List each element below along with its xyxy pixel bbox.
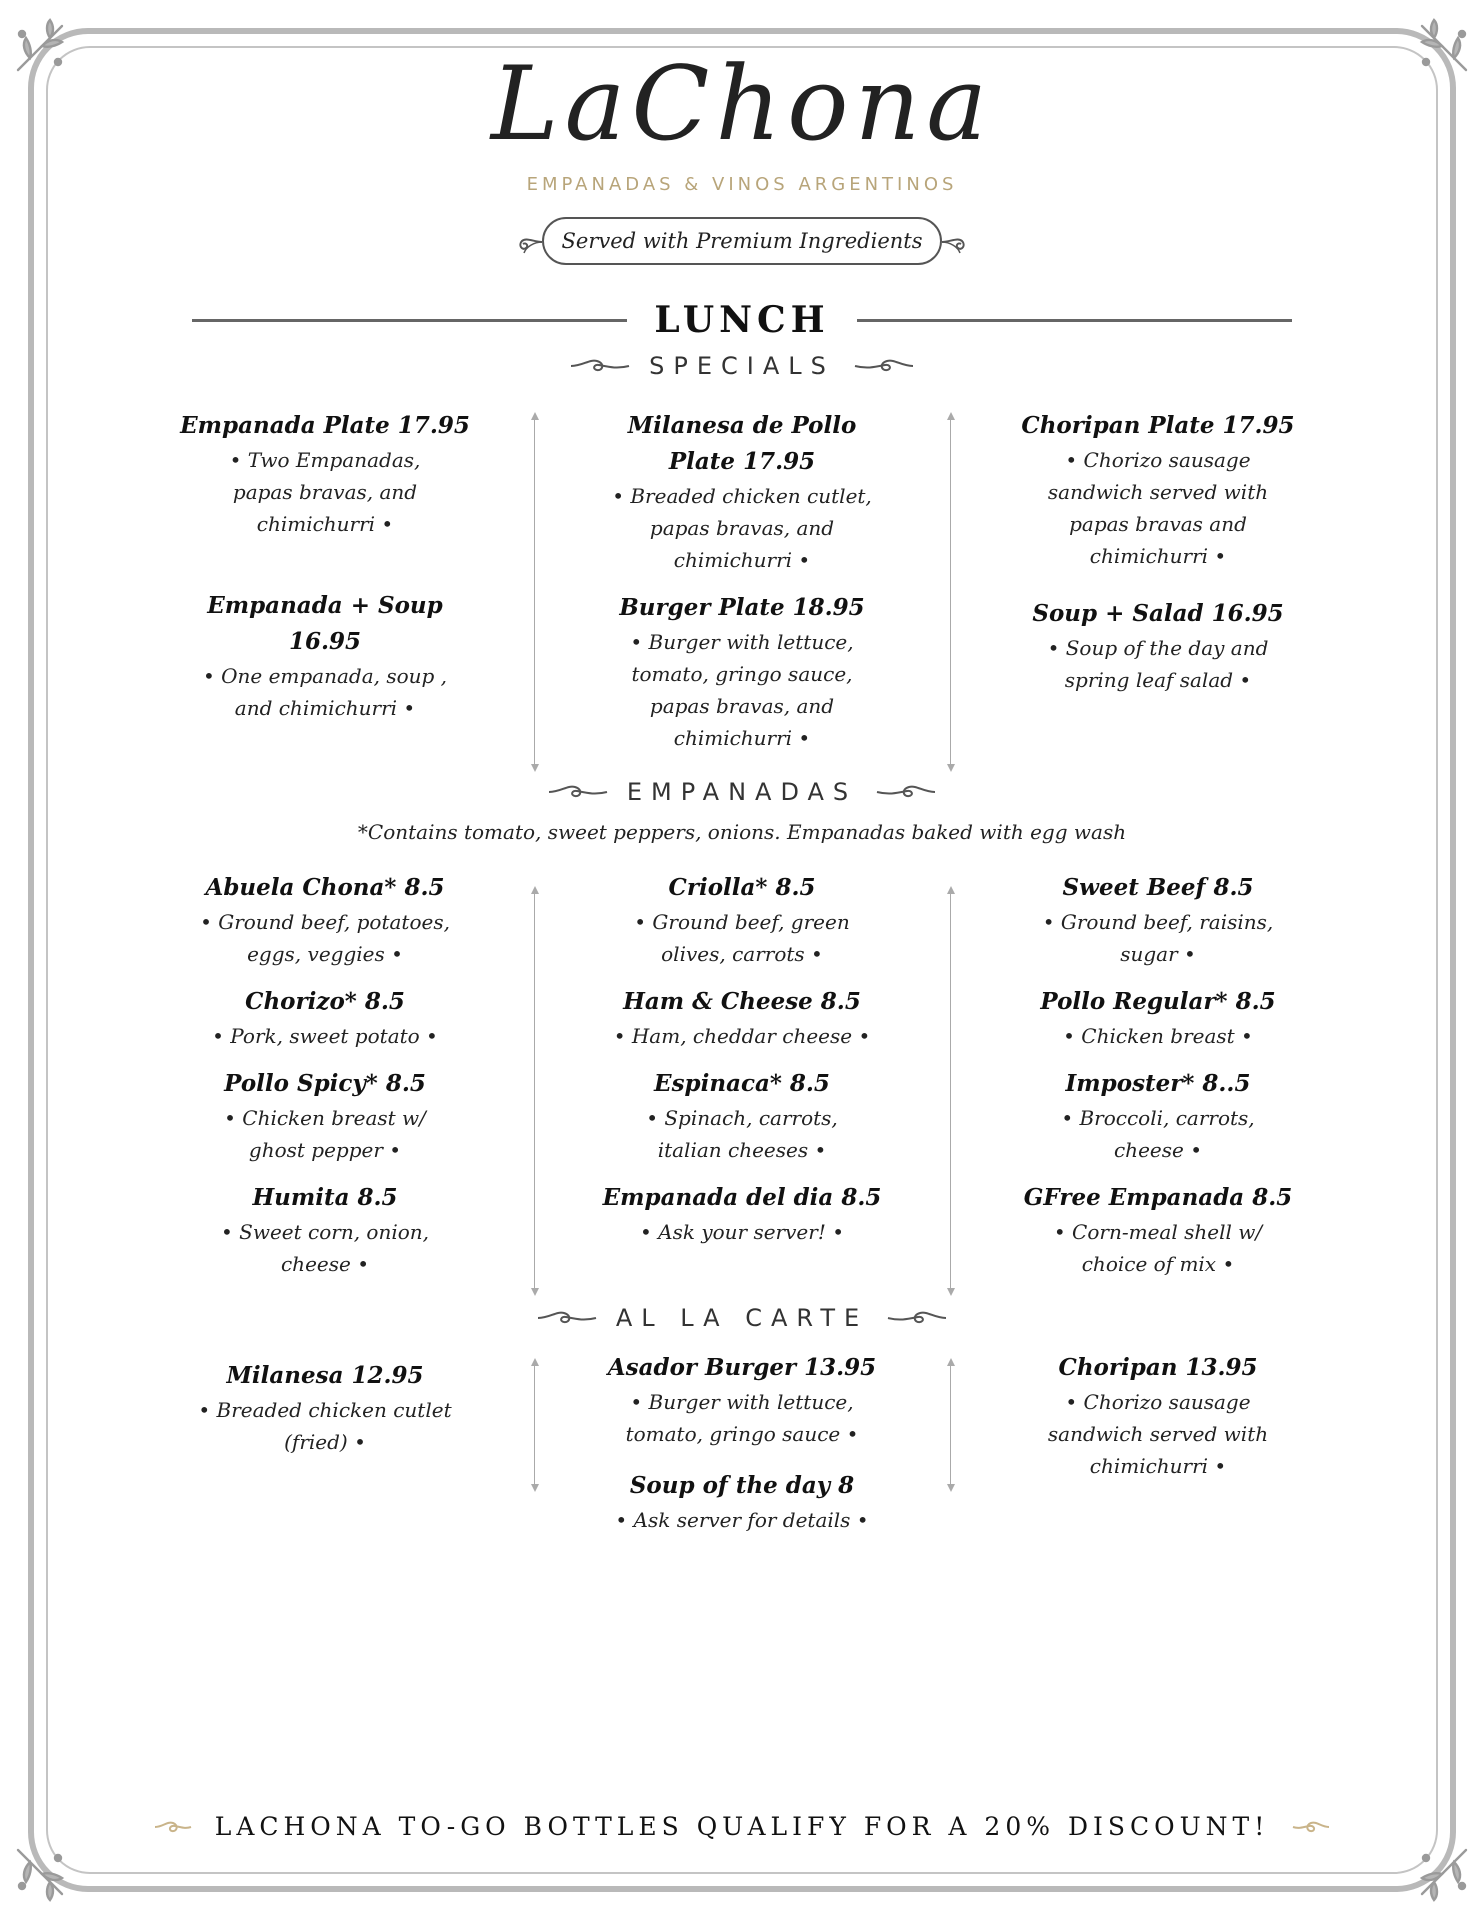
menu-item bbox=[1008, 1180, 1308, 1280]
item-desc-line: • Spinach, carrots, bbox=[646, 1106, 838, 1130]
item-name: Empanada + Soup bbox=[207, 592, 443, 619]
menu-item bbox=[175, 870, 475, 970]
menu-item bbox=[1008, 1350, 1308, 1482]
item-desc-line: italian cheeses • bbox=[657, 1138, 827, 1162]
section-heading-carte bbox=[0, 1304, 1484, 1344]
item-desc-line: papas bravas, and bbox=[232, 480, 418, 504]
gold-swirl-icon bbox=[153, 1817, 193, 1837]
footer-banner bbox=[0, 1812, 1484, 1852]
item-desc-line: • Chicken breast w/ bbox=[224, 1106, 426, 1130]
item-name: Chorizo* 8.5 bbox=[245, 988, 405, 1015]
item-name: 16.95 bbox=[288, 628, 362, 655]
item-desc-line: • Chicken breast • bbox=[1063, 1024, 1253, 1048]
menu-item bbox=[592, 1180, 892, 1248]
item-name: Empanada Plate 17.95 bbox=[180, 412, 470, 439]
gold-swirl-icon bbox=[1291, 1817, 1331, 1837]
item-desc-line: • Chorizo sausage bbox=[1065, 448, 1251, 472]
item-desc-line: ghost pepper • bbox=[248, 1138, 402, 1162]
item-desc-line: chimichurri • bbox=[256, 512, 394, 536]
menu-item bbox=[592, 590, 892, 754]
section-heading-specials bbox=[0, 352, 1484, 392]
item-name: Choripan Plate 17.95 bbox=[1021, 412, 1295, 439]
swirl-ornament-icon bbox=[536, 1307, 598, 1329]
item-name: GFree Empanada 8.5 bbox=[1023, 1184, 1293, 1211]
item-name: Burger Plate 18.95 bbox=[619, 594, 865, 621]
item-desc-line: • Broccoli, carrots, bbox=[1061, 1106, 1255, 1130]
item-desc-line: sugar • bbox=[1120, 942, 1196, 966]
item-desc-line: sandwich served with bbox=[1047, 480, 1269, 504]
item-name: Plate 17.95 bbox=[668, 448, 816, 475]
item-desc-line: • Corn-meal shell w/ bbox=[1053, 1220, 1263, 1244]
carte-column-1 bbox=[175, 1358, 475, 1458]
menu-item bbox=[592, 1350, 892, 1450]
tagline: Served with Premium Ingredients bbox=[542, 217, 942, 265]
menu-item bbox=[592, 870, 892, 970]
item-desc-line: chimichurri • bbox=[1089, 544, 1227, 568]
section-heading-empanadas bbox=[0, 778, 1484, 818]
menu-item bbox=[592, 984, 892, 1052]
carte-column-2 bbox=[592, 1350, 892, 1536]
item-desc-line: • One empanada, soup , bbox=[202, 664, 448, 688]
item-desc-line: eggs, veggies • bbox=[247, 942, 403, 966]
lunch-heading-row bbox=[192, 292, 1292, 342]
swirl-ornament-icon bbox=[569, 355, 631, 377]
column-divider bbox=[528, 886, 542, 1296]
item-desc-line: • Breaded chicken cutlet bbox=[198, 1398, 452, 1422]
item-desc-line: papas bravas and bbox=[1069, 512, 1247, 536]
item-desc-line: • Burger with lettuce, bbox=[630, 630, 854, 654]
item-desc-line: chimichurri • bbox=[1089, 1454, 1227, 1478]
item-desc-line: • Chorizo sausage bbox=[1065, 1390, 1251, 1414]
menu-item bbox=[1008, 870, 1308, 970]
menu-item bbox=[175, 1180, 475, 1280]
item-name: Espinaca* 8.5 bbox=[654, 1070, 830, 1097]
item-desc-line: choice of mix • bbox=[1081, 1252, 1235, 1276]
menu-item bbox=[592, 408, 892, 576]
menu-item bbox=[175, 1358, 475, 1458]
menu-item bbox=[175, 408, 475, 540]
empanadas-column-2 bbox=[592, 870, 892, 1248]
item-desc-line: papas bravas, and bbox=[649, 516, 835, 540]
item-desc-line: • Ham, cheddar cheese • bbox=[613, 1024, 871, 1048]
item-name: Pollo Spicy* 8.5 bbox=[224, 1070, 426, 1097]
specials-column-3 bbox=[1008, 408, 1308, 696]
item-name: Soup + Salad 16.95 bbox=[1032, 600, 1284, 627]
empanadas-note: *Contains tomato, sweet peppers, onions. Empanadas baked with egg wash bbox=[357, 820, 1127, 844]
menu-item bbox=[175, 588, 475, 724]
item-desc-line: • Breaded chicken cutlet, bbox=[612, 484, 872, 508]
menu-item bbox=[592, 1066, 892, 1166]
menu-item bbox=[1008, 408, 1308, 572]
item-name: Empanada del dia 8.5 bbox=[602, 1184, 882, 1211]
item-desc-line: • Ground beef, green bbox=[634, 910, 850, 934]
item-desc-line: spring leaf salad • bbox=[1064, 668, 1252, 692]
item-desc-line: • Ground beef, raisins, bbox=[1042, 910, 1274, 934]
column-divider bbox=[944, 886, 958, 1296]
logo bbox=[0, 30, 1484, 195]
item-desc-line: • Soup of the day and bbox=[1047, 636, 1269, 660]
item-desc-line: (fried) • bbox=[284, 1430, 366, 1454]
menu-item bbox=[1008, 596, 1308, 696]
section-title: SPECIALS bbox=[649, 352, 835, 380]
column-divider bbox=[944, 1358, 958, 1492]
menu-item bbox=[1008, 984, 1308, 1052]
specials-column-2 bbox=[592, 408, 892, 754]
item-name: Criolla* 8.5 bbox=[668, 874, 816, 901]
item-name: Ham & Cheese 8.5 bbox=[623, 988, 861, 1015]
divider-line bbox=[857, 319, 1292, 322]
item-desc-line: olives, carrots • bbox=[661, 942, 823, 966]
swirl-ornament-icon bbox=[875, 781, 937, 803]
carte-column-3 bbox=[1008, 1350, 1308, 1482]
column-divider bbox=[528, 1358, 542, 1492]
item-desc-line: • Ask server for details • bbox=[615, 1508, 869, 1532]
tagline-banner bbox=[512, 213, 972, 273]
item-desc-line: • Burger with lettuce, bbox=[630, 1390, 854, 1414]
logo-subtitle: EMPANADAS & VINOS ARGENTINOS bbox=[526, 174, 958, 195]
menu-item bbox=[592, 1468, 892, 1536]
item-desc-line: • Ground beef, potatoes, bbox=[200, 910, 450, 934]
section-title: AL LA CARTE bbox=[615, 1304, 869, 1332]
footer-text: LACHONA TO-GO BOTTLES QUALIFY FOR A 20% DISCOUNT! bbox=[214, 1812, 1270, 1841]
item-desc-line: tomato, gringo sauce • bbox=[625, 1422, 859, 1446]
page-title: LUNCH bbox=[654, 299, 830, 341]
item-name: Soup of the day 8 bbox=[629, 1472, 855, 1499]
item-name: Milanesa de Pollo bbox=[627, 412, 857, 439]
logo-script: LaChona bbox=[490, 45, 994, 164]
swirl-ornament-icon bbox=[853, 355, 915, 377]
item-desc-line: • Ask your server! • bbox=[639, 1220, 845, 1244]
empanadas-column-3 bbox=[1008, 870, 1308, 1280]
item-desc-line: cheese • bbox=[280, 1252, 369, 1276]
item-name: Milanesa 12.95 bbox=[226, 1362, 424, 1389]
item-desc-line: and chimichurri • bbox=[234, 696, 416, 720]
divider-line bbox=[192, 319, 627, 322]
item-desc-line: cheese • bbox=[1113, 1138, 1202, 1162]
item-desc-line: sandwich served with bbox=[1047, 1422, 1269, 1446]
menu-item bbox=[1008, 1066, 1308, 1166]
item-name: Asador Burger 13.95 bbox=[607, 1354, 877, 1381]
empanadas-column-1 bbox=[175, 870, 475, 1280]
item-name: Pollo Regular* 8.5 bbox=[1040, 988, 1276, 1015]
item-name: Imposter* 8..5 bbox=[1065, 1070, 1251, 1097]
item-desc-line: • Sweet corn, onion, bbox=[220, 1220, 430, 1244]
item-desc-line: chimichurri • bbox=[673, 548, 811, 572]
item-name: Abuela Chona* 8.5 bbox=[205, 874, 445, 901]
scroll-ornament-icon bbox=[938, 225, 972, 259]
item-name: Humita 8.5 bbox=[252, 1184, 398, 1211]
swirl-ornament-icon bbox=[547, 781, 609, 803]
column-divider bbox=[528, 412, 542, 772]
item-desc-line: • Pork, sweet potato • bbox=[212, 1024, 438, 1048]
section-title: EMPANADAS bbox=[626, 778, 858, 806]
specials-column-1 bbox=[175, 408, 475, 724]
menu-item bbox=[175, 1066, 475, 1166]
item-desc-line: chimichurri • bbox=[673, 726, 811, 750]
item-desc-line: tomato, gringo sauce, bbox=[631, 662, 853, 686]
item-desc-line: • Two Empanadas, bbox=[229, 448, 421, 472]
column-divider bbox=[944, 412, 958, 772]
item-desc-line: papas bravas, and bbox=[649, 694, 835, 718]
scroll-ornament-icon bbox=[512, 225, 546, 259]
menu-item bbox=[175, 984, 475, 1052]
item-name: Sweet Beef 8.5 bbox=[1062, 874, 1254, 901]
item-name: Choripan 13.95 bbox=[1058, 1354, 1258, 1381]
swirl-ornament-icon bbox=[886, 1307, 948, 1329]
